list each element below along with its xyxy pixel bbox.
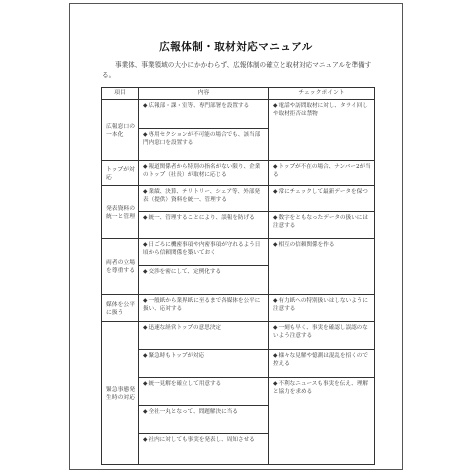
content-text: 全社一丸となって、問題解決に当る [148,409,238,415]
content-text: 専用セクションが不可能の場合でも、該当部門内窓口を設置する [143,132,261,146]
content-entry [139,100,268,129]
item-cell [102,295,139,322]
content-text: 統一、管理することにより、誤報を防げる [148,215,255,221]
content-cell [139,239,269,295]
content-entry [139,378,268,406]
check-entry [269,161,374,185]
diamond-bullet-icon: ◆ [143,189,148,195]
check-entry [269,295,374,321]
check-cell [269,100,375,161]
check-entry [269,322,374,350]
check-text: 有力紙への特別扱いはしないように注意する [273,298,368,312]
diamond-bullet-icon: ◆ [143,298,148,304]
content-cell [139,186,269,239]
content-cell [139,322,269,465]
header-item: 項目 [102,88,139,100]
check-cell [269,295,375,322]
diamond-bullet-icon: ◆ [143,269,148,275]
header-content: 内容 [139,88,269,100]
content-text: 社内に対しても事実を発表し、周知させる [148,437,255,443]
diamond-bullet-icon: ◆ [273,103,278,109]
diamond-bullet-icon: ◆ [273,242,278,248]
check-text: 一刻も早く、事実を確認し誤認のないよう注意する [273,325,368,339]
content-text: 交渉を密にして、定例化する [148,269,222,275]
diamond-bullet-icon: ◆ [273,325,278,331]
check-cell [269,322,375,465]
table-row [102,100,375,161]
diamond-bullet-icon: ◆ [273,189,278,195]
diamond-bullet-icon: ◆ [273,353,278,359]
content-entry [139,350,268,378]
table-row [102,239,375,295]
table-header-row [102,88,375,100]
content-entry [139,434,268,464]
content-text: 一般紙から業界紙に至るまで各媒体を公平に扱い、応対する [143,298,261,312]
content-text: 統一見解を確立して用意する [148,381,222,387]
check-text: 常にチェックして最新データを保つ [278,189,368,195]
content-entry [139,266,268,294]
diamond-bullet-icon: ◆ [143,215,148,221]
diamond-bullet-icon: ◆ [143,437,148,443]
header-check: チェックポイント [269,88,375,100]
content-cell [139,100,269,161]
item-cell [102,100,139,161]
diamond-bullet-icon: ◆ [273,298,278,304]
content-entry [139,295,268,321]
table-row [102,186,375,239]
table-row [102,161,375,186]
diamond-bullet-icon: ◆ [143,164,148,170]
content-text: 報道関係者から特別の指名がない限り、企業のトップ（社長）が取材に応じる [143,164,261,178]
diamond-bullet-icon: ◆ [273,215,278,221]
check-entry [269,378,374,464]
diamond-bullet-icon: ◆ [143,353,148,359]
check-text: 相互の信頼関係を作る [278,242,335,248]
item-cell [102,186,139,239]
item-cell [102,239,139,295]
check-entry [269,239,374,294]
intro-paragraph: 事業体、事業領域の大小にかかわらず、広報体制の確立と取材対応マニュアルを準備する。 [102,61,372,79]
table-row [102,295,375,322]
diamond-bullet-icon: ◆ [273,164,278,170]
diamond-bullet-icon: ◆ [273,381,278,387]
diamond-bullet-icon: ◆ [143,325,148,331]
check-text: トップが不在の場合、ナンバー2が当る [273,164,371,178]
content-cell [139,295,269,322]
check-text: 不利なニュースも事実を伝え、理解と協力を求める [273,381,369,395]
content-text: 緊急時もトップが対応 [148,353,205,359]
item-cell [102,161,139,186]
check-text: 数字をともなったデータの扱いには注意する [273,215,368,229]
check-cell [269,239,375,295]
content-entry [139,322,268,350]
check-entry [269,350,374,378]
manual-table [101,87,375,465]
diamond-bullet-icon: ◆ [143,103,148,109]
content-text: 日ごろに機密事項や内密事項が守れるよう日頃から信頼関係を築いておく [143,242,261,256]
item-label: 広報窓口の一本化 [106,123,135,138]
item-label: 緊急事態発生時の対応 [106,386,135,401]
item-cell [102,322,139,465]
content-text: 広報部・課・室等、専門部署を設置する [148,103,250,109]
content-entry [139,239,268,266]
document-title: 広報体制・取材対応マニュアル [159,41,313,53]
check-entry [269,186,374,212]
check-cell [269,186,375,239]
check-text: 電話や訪問取材に対し、タライ回しや取材拒否は禁物 [273,103,368,117]
content-entry [139,161,268,185]
item-label: 発表資料の統一と管理 [106,205,135,220]
diamond-bullet-icon: ◆ [143,132,148,138]
item-label: 両者の立場を尊重する [106,260,135,274]
content-entry [139,186,268,212]
table-row [102,322,375,465]
item-label: トップが対応 [106,166,135,181]
content-entry [139,406,268,434]
diamond-bullet-icon: ◆ [143,409,148,415]
diamond-bullet-icon: ◆ [143,242,148,248]
check-cell [269,161,375,186]
item-label: 媒体を公平に扱う [106,301,135,316]
check-entry [269,212,374,238]
content-text: 業績、決算、テリトリー、シェア等、外部発表（提供）資料を統一、管理する [143,189,261,203]
content-entry [139,212,268,238]
content-text: 迅速な経営トップの意思決定 [148,325,222,331]
content-cell [139,161,269,186]
check-text: 様々な見解や憶測は混乱を招くので控える [273,353,368,367]
check-entry [269,100,374,160]
document-page [69,3,403,470]
content-entry [139,129,268,160]
diamond-bullet-icon: ◆ [143,381,148,387]
